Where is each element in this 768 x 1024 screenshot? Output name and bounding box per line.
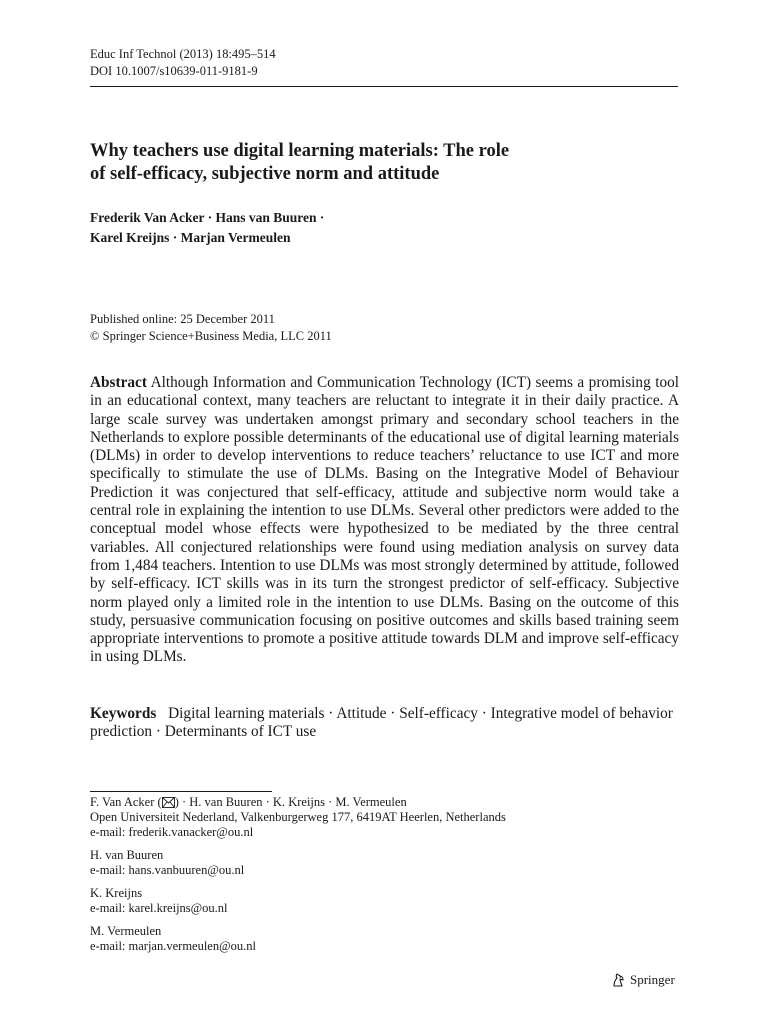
affiliation-block-1 [90, 795, 690, 840]
journal-header [90, 46, 276, 80]
author-affiliations [90, 795, 690, 962]
copyright-notice: © Springer Science+Business Media, LLC 2011 [90, 329, 332, 343]
authors-line-2: Karel Kreijns · Marjan Vermeulen [90, 230, 291, 245]
abstract [90, 374, 679, 667]
publication-info [90, 311, 332, 345]
author-list [90, 208, 680, 248]
author-name-3: K. Kreijns [90, 886, 143, 900]
co-authors: ) · H. van Buuren · K. Kreijns · M. Vermeulen [174, 795, 407, 809]
email-4: e-mail: marjan.vermeulen@ou.nl [90, 939, 256, 953]
keywords-text: Digital learning materials · Attitude · Self-efficacy · Integrative model of behavior prediction · Determinants of ICT use [90, 705, 673, 741]
abstract-text: Although Information and Communication Technology (ICT) seems a promising tool in an educational context, many teachers are reluctant to integrate it in their daily practice. A large scale survey was undertaken amongst primary and secondary school teachers in the Netherlands to explore possible determinants of the educational use of digital learning materials (DLMs) in order to develop interventions to reduce teachers’ reluctance to use ICT and more specifically to stimulate the use of DLMs. Basing on the Integrative Model of Behaviour Prediction it was conjectured that self-efficacy, attitude and subjective norm would take a central role in explaining the intention to use DLMs. Several other predictors were added to the conceptual model whose effects were hypothesized to be mediated by the three central variables. All conjectured relationships were found using mediation analysis on survey data from 1,484 teachers. Intention to use DLMs was most strongly determined by attitude, followed by self-efficacy. ICT skills was in its turn the strongest predictor of self-efficacy. Subjective norm played only a limited role in the intention to use DLMs. Basing on the outcome of this study, persuasive communication focusing on positive outcomes and skills based training seem appropriate interventions to promote a positive attitude towards DLM and improve self-efficacy in using DLMs. [90, 374, 679, 666]
publisher-name: Springer [630, 972, 675, 987]
affiliation-block-2 [90, 848, 690, 878]
institution-address: Open Universiteit Nederland, Valkenburgerweg 177, 6419AT Heerlen, Netherlands [90, 810, 506, 824]
keywords-label: Keywords [90, 705, 157, 722]
corresponding-author-name: F. Van Acker ( [90, 795, 162, 809]
email-2: e-mail: hans.vanbuuren@ou.nl [90, 863, 245, 877]
affiliation-block-4 [90, 924, 690, 954]
springer-horse-icon [610, 972, 626, 988]
author-name-2: H. van Buuren [90, 848, 164, 862]
author-name-4: M. Vermeulen [90, 924, 162, 938]
journal-citation: Educ Inf Technol (2013) 18:495–514 [90, 47, 276, 61]
keywords [90, 705, 679, 742]
email-3: e-mail: karel.kreijns@ou.nl [90, 901, 228, 915]
footnote-divider [90, 791, 272, 792]
corresponding-authors-line [90, 795, 690, 810]
published-online-date: Published online: 25 December 2011 [90, 312, 275, 326]
envelope-icon [162, 797, 175, 808]
affiliation-block-3 [90, 886, 690, 916]
article-title [90, 140, 690, 186]
title-line-2: of self-efficacy, subjective norm and attitude [90, 164, 440, 184]
header-divider [90, 86, 678, 87]
email-1: e-mail: frederik.vanacker@ou.nl [90, 825, 254, 839]
authors-line-1: Frederik Van Acker · Hans van Buuren · [90, 210, 325, 225]
doi: DOI 10.1007/s10639-011-9181-9 [90, 64, 258, 78]
title-line-1: Why teachers use digital learning materials: The role [90, 141, 510, 161]
publisher-logo [610, 972, 675, 988]
abstract-label: Abstract [90, 374, 147, 391]
